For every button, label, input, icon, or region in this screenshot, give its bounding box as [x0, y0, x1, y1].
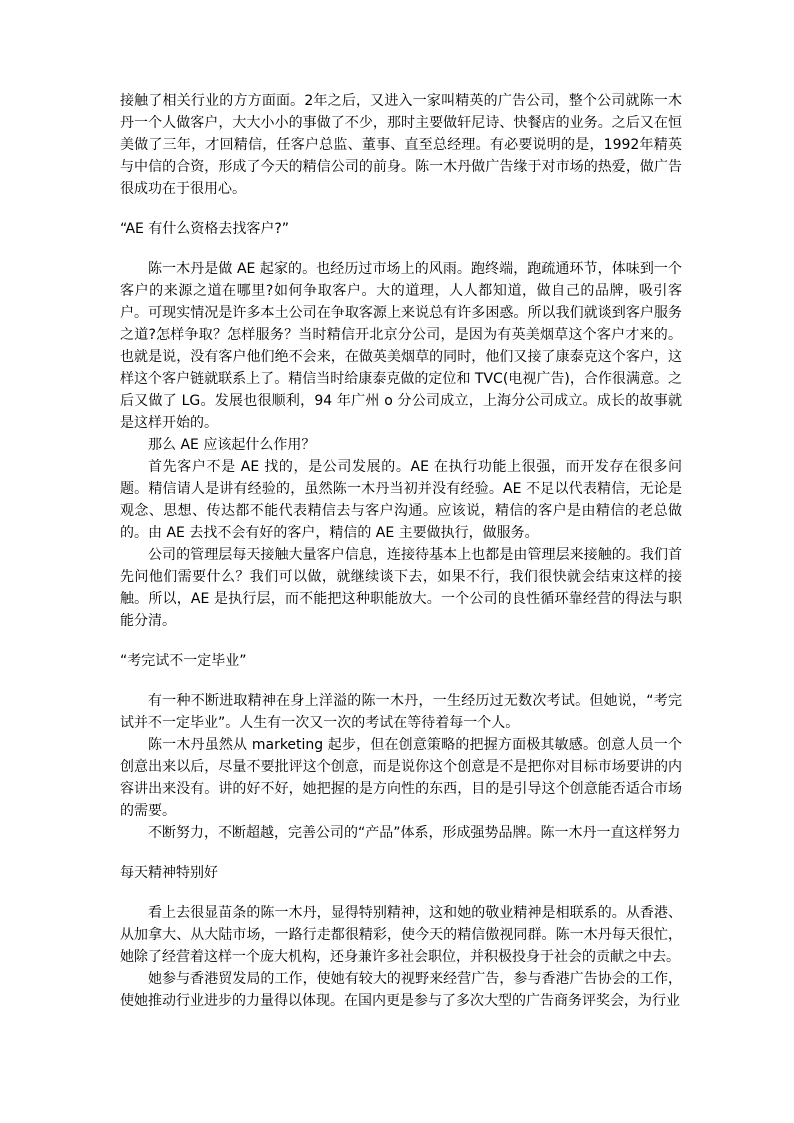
paragraph: 那么 AE 应该起什么作用？: [148, 437, 316, 453]
paragraph: 有一种不断进取精神在身上洋溢的陈一木丹，一生经历过无数次考试。但她说，“考完试并不一定毕业”。人生有一次又一次的考试在等待着每一个人。: [120, 693, 682, 731]
paragraph: 首先客户不是 AE 找的，是公司发展的。AE 在执行功能上很强，而开发存在很多问题。精信请人是讲有经验的，虽然陈一木丹当初并没有经验。AE 不足以代表精信，无论是观念、思想、传达都不能代表精信去与客户沟通。应该说，精信的客户是由精信的老总做的。由 AE 去找不会有好的客户，精信的 AE 主要做执行，做服务。: [120, 459, 682, 541]
section-heading-spirit: 每天精神特别好: [120, 865, 218, 881]
intro-paragraph: 接触了相关行业的方方面面。2年之后，又进入一家叫精英的广告公司，整个公司就陈一木丹一个人做客户，大大小小的事做了不少，那时主要做轩尼诗、快餐店的业务。之后又在恒美做了三年，才回精信，任客户总监、董事、直至总经理。有必要说明的是，1992年精英与中信的合资，形成了今天的精信公司的前身。陈一木丹做广告缘于对市场的热爱，做广告很成功在于很用心。: [120, 93, 682, 197]
paragraph: 看上去很显苗条的陈一木丹，显得特别精神，这和她的敬业精神是相联系的。从香港、从加拿大、从大陆市场，一路行走都很精彩，使今天的精信傲视同群。陈一木丹每天很忙，她除了经营着这样一个庞大机构，还身兼许多社会职位，并积极投身于社会的贡献之中去。: [120, 905, 682, 965]
paragraph: 陈一木丹是做 AE 起家的。也经历过市场上的风雨。跑终端，跑疏通环节，体味到一个客户的来源之道在哪里?如何争取客户。大的道理，人人都知道，做自己的品牌，吸引客户。可现实情况是许多本土公司在争取客源上来说总有许多困惑。所以我们就谈到客户服务之道?怎样争取？怎样服务？当时精信开北京分公司，是因为有英美烟草这个客户才来的。也就是说，没有客户他们绝不会来，在做英美烟草的同时，他们又接了康泰克这个客户，这样这个客户链就联系上了。精信当时给康泰克做的定位和 TVC(电视广告)，合作很满意。之后又做了 LG。发展也很顺利，94 年广州 o 分公司成立，上海分公司成立。成长的故事就是这样开始的。: [120, 261, 682, 431]
paragraph: 陈一木丹虽然从 marketing 起步，但在创意策略的把握方面极其敏感。创意人员一个创意出来以后，尽量不要批评这个创意，而是说你这个创意是不是把你对目标市场要讲的内容讲出来没有。讲的好不好，她把握的是方向性的东西，目的是引导这个创意能否适合市场的需要。: [120, 737, 682, 819]
paragraph: 不断努力，不断超越，完善公司的“产品”体系，形成强势品牌。陈一木丹一直这样努力: [148, 825, 681, 841]
section-heading-ae: “AE 有什么资格去找客户?”: [120, 221, 290, 237]
paragraph: 她参与香港贸发局的工作，使她有较大的视野来经营广告，参与香港广告协会的工作，使她推动行业进步的力量得以体现。在国内更是参与了多次大型的广告商务评奖会，为行业: [120, 971, 682, 1009]
document-page: [120, 90, 682, 1012]
section-heading-exam: “考完试不一定毕业”: [120, 653, 247, 669]
paragraph: 公司的管理层每天接触大量客户信息，连接待基本上也都是由管理层来接触的。我们首先问他们需要什么？我们可以做，就继续谈下去，如果不行，我们很快就会结束这样的接触。所以，AE 是执行层，而不能把这种职能放大。一个公司的良性循环靠经营的得法与职能分清。: [120, 547, 682, 629]
